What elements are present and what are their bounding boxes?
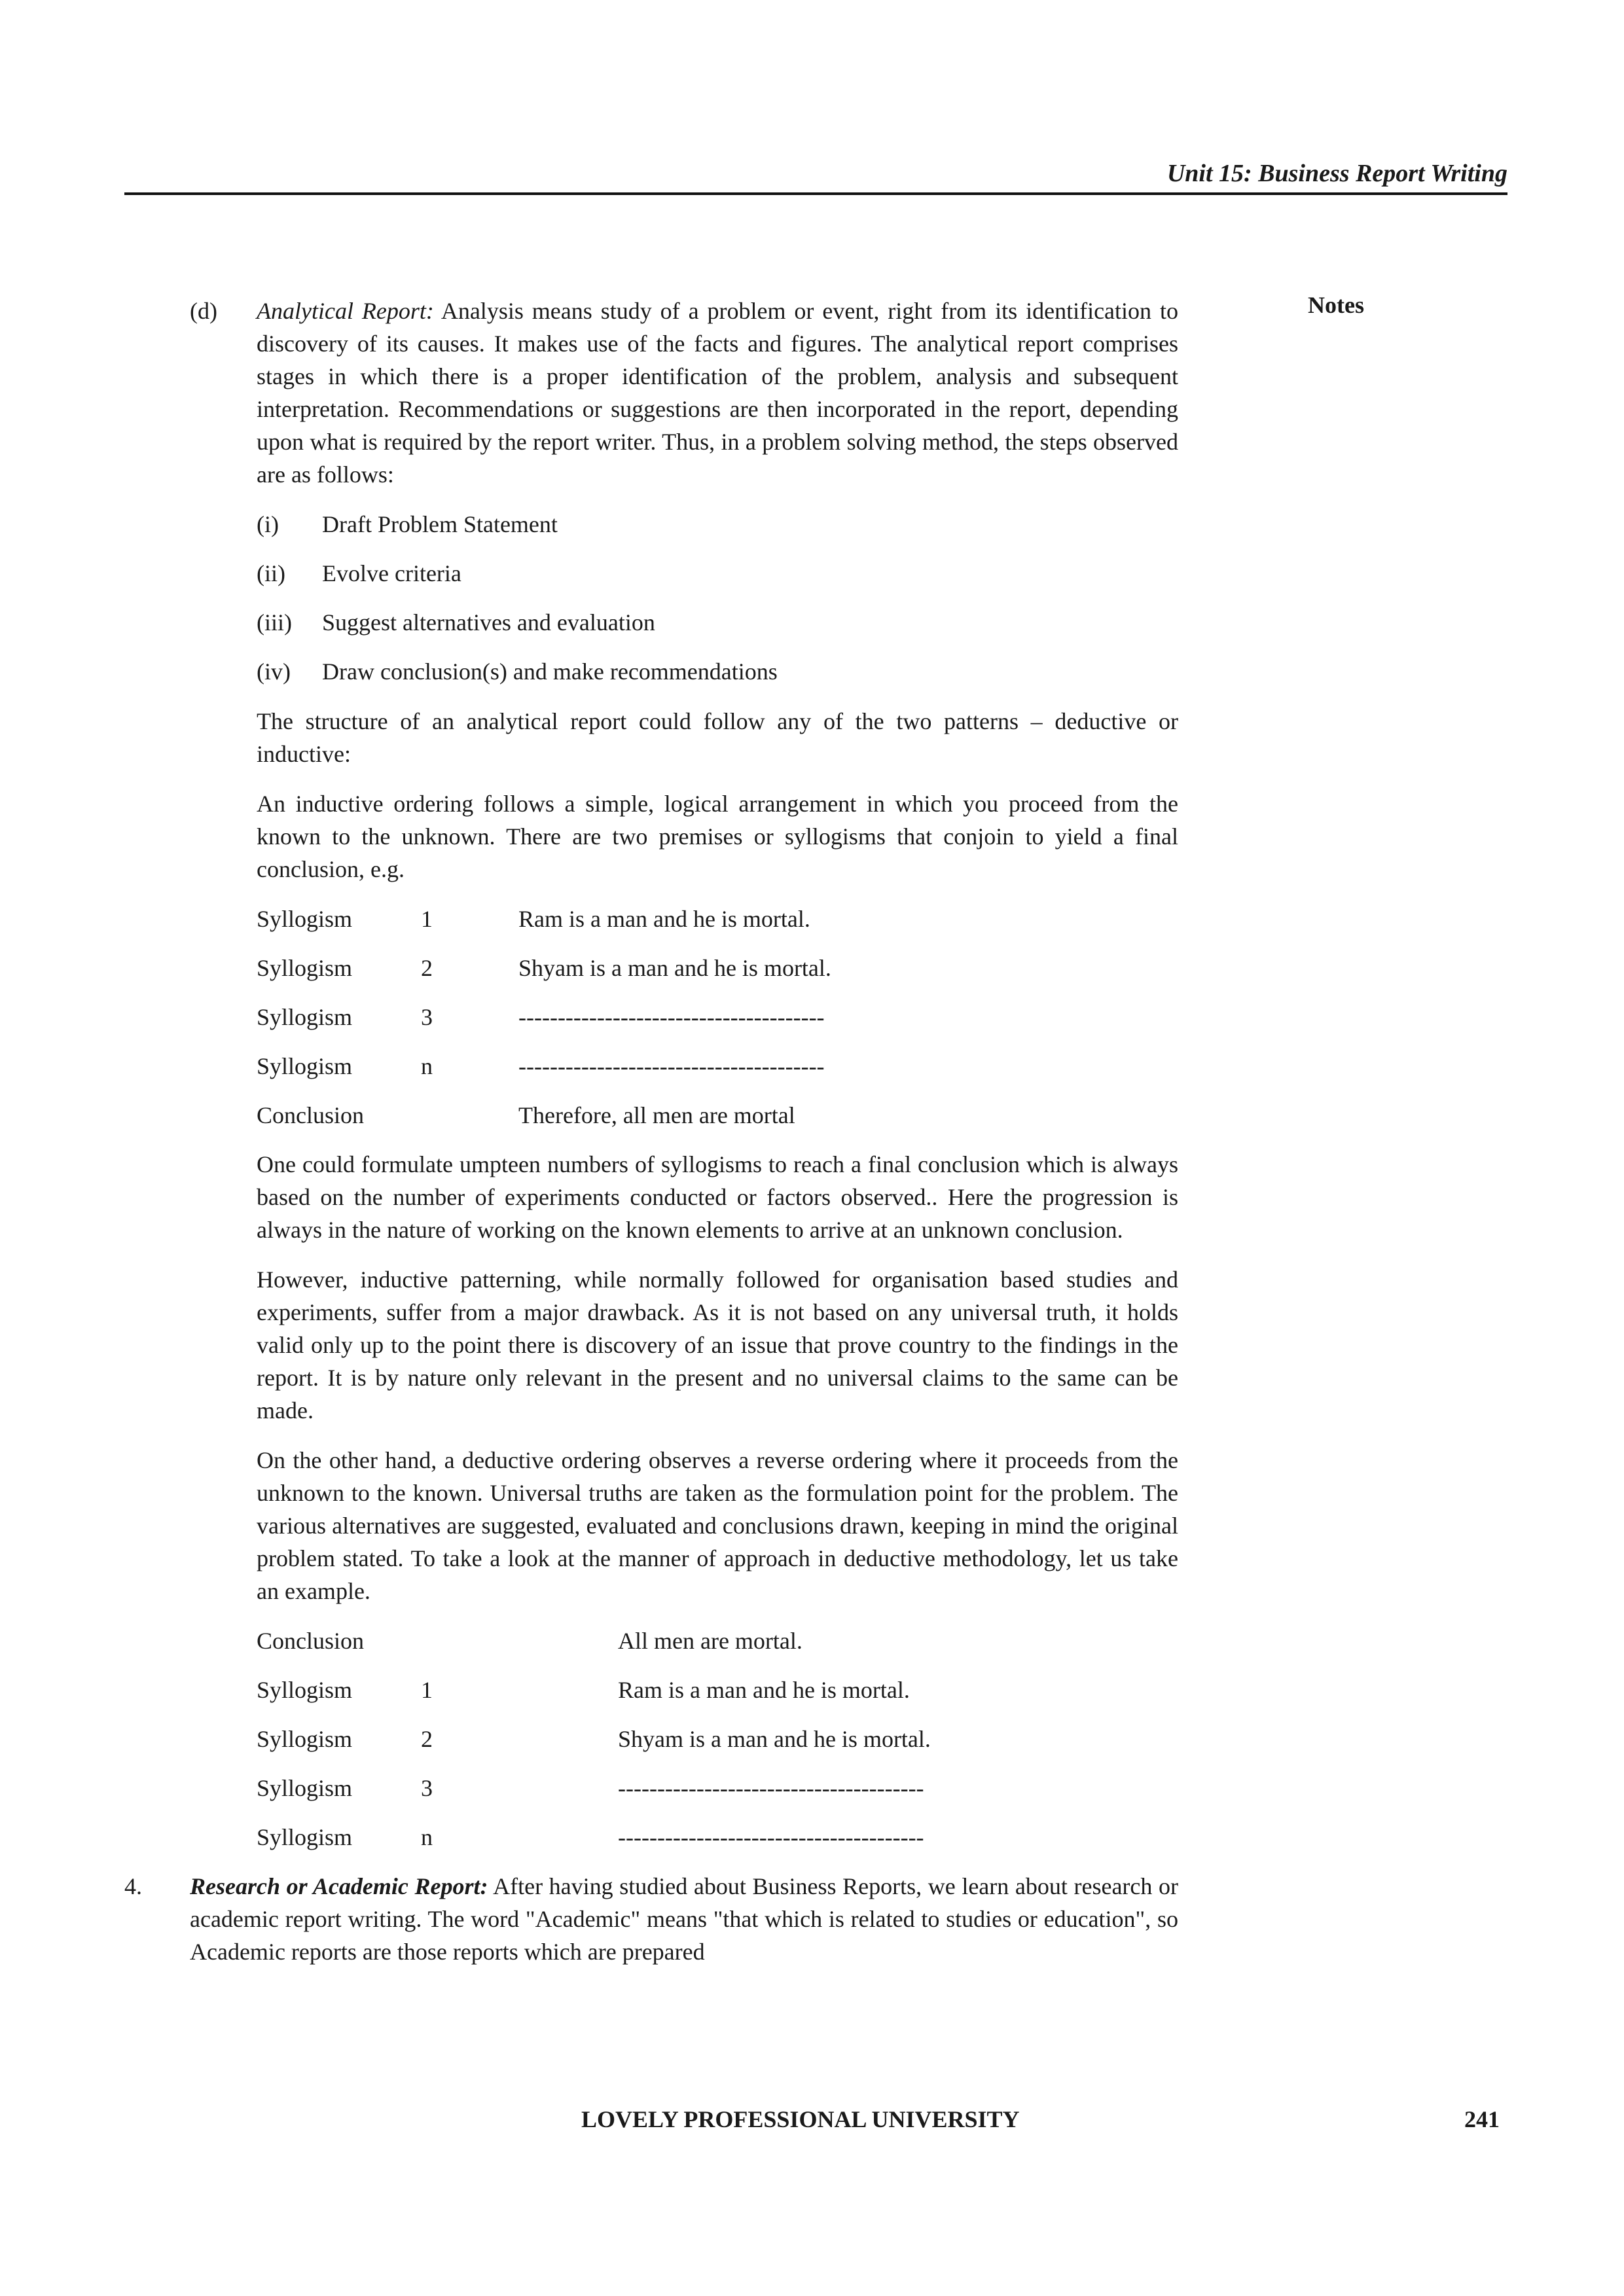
section-4-label: 4. bbox=[124, 1873, 142, 1899]
list-item bbox=[257, 606, 1178, 639]
row-number: 3 bbox=[421, 1775, 433, 1801]
table-row bbox=[257, 1772, 1178, 1804]
row-number: n bbox=[421, 1824, 433, 1850]
list-item bbox=[257, 557, 1178, 590]
list-item bbox=[257, 508, 1178, 541]
step-text: Draft Problem Statement bbox=[322, 511, 558, 537]
section-4-text: After having studied about Business Reports, we learn about research or academic report writing. The word "Academic" means "that which is related to studies or education", so Academic reports are those reports which are prepared bbox=[190, 1873, 1178, 1965]
page-body bbox=[0, 295, 1178, 1985]
row-text: --------------------------------------- bbox=[518, 1004, 825, 1030]
inductive-syllogism-table bbox=[0, 903, 1178, 1132]
row-number: 1 bbox=[421, 1677, 433, 1703]
row-number: n bbox=[421, 1053, 433, 1079]
header-rule bbox=[124, 192, 1507, 195]
row-term: Syllogism bbox=[257, 955, 353, 981]
notes-margin-label: Notes bbox=[1308, 292, 1364, 318]
row-text: Shyam is a man and he is mortal. bbox=[618, 1726, 931, 1752]
table-row bbox=[257, 1099, 1178, 1132]
deductive-paragraph: On the other hand, a deductive ordering observes a reverse ordering where it proceeds from the unknown to the known. Universal truths are taken as the formulation point for the problem. The various alternatives are suggested, evaluated and conclusions drawn, keeping in mind the original problem stated. To take a look at the manner of approach in deductive methodology, let us take an example. bbox=[257, 1447, 1178, 1604]
row-term: Syllogism bbox=[257, 1677, 353, 1703]
section-d-label: (d) bbox=[190, 298, 217, 324]
table-row bbox=[257, 1723, 1178, 1755]
structure-paragraph: The structure of an analytical report could follow any of the two patterns – deductive or inductive: bbox=[257, 708, 1178, 767]
row-text: --------------------------------------- bbox=[518, 1053, 825, 1079]
table-row bbox=[257, 903, 1178, 935]
row-text: Ram is a man and he is mortal. bbox=[618, 1677, 910, 1703]
row-text: Therefore, all men are mortal bbox=[518, 1102, 795, 1128]
step-number: (i) bbox=[257, 511, 279, 537]
row-term: Syllogism bbox=[257, 906, 353, 932]
table-row bbox=[257, 1674, 1178, 1706]
row-number: 2 bbox=[421, 955, 433, 981]
row-text: Shyam is a man and he is mortal. bbox=[518, 955, 831, 981]
row-term: Syllogism bbox=[257, 1004, 353, 1030]
however-paragraph: However, inductive patterning, while normally followed for organisation based studies and experiments, suffer from a major drawback. As it is not based on any universal truth, it holds valid only up to the point there is discovery of an issue that prove country to the findings in the report. It is by nature only relevant in the present and no universal claims to the same can be made. bbox=[257, 1266, 1178, 1424]
inductive-paragraph: An inductive ordering follows a simple, logical arrangement in which you proceed from the known to the unknown. There are two premises or syllogisms that conjoin to yield a final conclusion, e.g. bbox=[257, 791, 1178, 882]
step-number: (ii) bbox=[257, 560, 285, 586]
running-header: Unit 15: Business Report Writing bbox=[1166, 160, 1507, 187]
page-number: 241 bbox=[1464, 2106, 1500, 2132]
table-row bbox=[257, 952, 1178, 984]
step-text: Evolve criteria bbox=[322, 560, 461, 586]
table-row bbox=[257, 1001, 1178, 1033]
section-d-title: Analytical Report: bbox=[257, 298, 434, 324]
table-row bbox=[257, 1050, 1178, 1083]
footer-university: LOVELY PROFESSIONAL UNIVERSITY bbox=[581, 2106, 1020, 2132]
list-item bbox=[257, 655, 1178, 688]
step-text: Draw conclusion(s) and make recommendations bbox=[322, 658, 778, 685]
row-text: All men are mortal. bbox=[618, 1628, 803, 1654]
row-number: 1 bbox=[421, 906, 433, 932]
deductive-syllogism-table bbox=[0, 1624, 1178, 1854]
row-term: Syllogism bbox=[257, 1824, 353, 1850]
table-row bbox=[257, 1821, 1178, 1854]
section-4-paragraph bbox=[0, 1870, 1178, 1968]
row-term: Syllogism bbox=[257, 1775, 353, 1801]
row-term: Syllogism bbox=[257, 1726, 353, 1752]
row-term: Conclusion bbox=[257, 1628, 365, 1654]
row-number: 3 bbox=[421, 1004, 433, 1030]
table-row bbox=[257, 1624, 1178, 1657]
row-text: --------------------------------------- bbox=[618, 1775, 924, 1801]
umpteen-paragraph: One could formulate umpteen numbers of syllogisms to reach a final conclusion which is always based on the number of experiments conducted or factors observed.. Here the progression is always in the nature of working on the known elements to arrive at an unknown conclusion. bbox=[257, 1151, 1178, 1243]
row-number: 2 bbox=[421, 1726, 433, 1752]
row-text: --------------------------------------- bbox=[618, 1824, 924, 1850]
row-text: Ram is a man and he is mortal. bbox=[518, 906, 810, 932]
section-d-paragraph bbox=[0, 295, 1178, 491]
section-4-title: Research or Academic Report: bbox=[190, 1873, 488, 1899]
section-d-text: Analysis means study of a problem or event, right from its identification to discovery of its causes. It makes use of the facts and figures. The analytical report comprises stages in which there is a proper identification of the problem, analysis and subsequent interpretation. Recommendations or suggestions are then incorporated in the report, depending upon what is required by the report writer. Thus, in a problem solving method, the steps observed are as follows: bbox=[257, 298, 1178, 488]
step-number: (iii) bbox=[257, 609, 292, 636]
step-text: Suggest alternatives and evaluation bbox=[322, 609, 655, 636]
steps-list bbox=[0, 508, 1178, 688]
step-number: (iv) bbox=[257, 658, 291, 685]
row-term: Conclusion bbox=[257, 1102, 365, 1128]
row-term: Syllogism bbox=[257, 1053, 353, 1079]
